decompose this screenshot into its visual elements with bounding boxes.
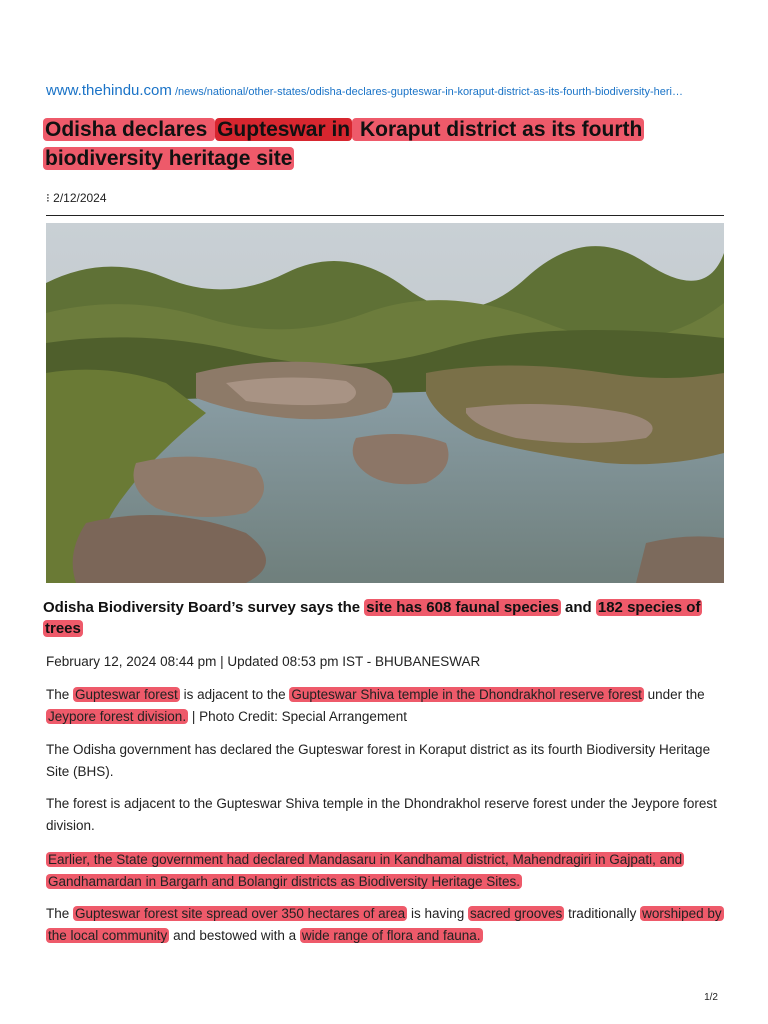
para4-text-1: The <box>46 906 74 921</box>
title-highlight-dark: Gupteswar in <box>217 118 351 141</box>
paragraph-1: The Odisha government has declared the Gupteswar forest in Koraput district as its fourth Biodiversity Heritage Site (BHS). <box>46 742 711 779</box>
caption-highlight-1: Gupteswar forest <box>75 687 178 702</box>
caption-highlight-3: Jeypore forest division. <box>48 709 187 724</box>
header-divider <box>46 215 724 216</box>
caption-text-1: The <box>46 687 74 702</box>
para4-highlight-3: worshiped by the local community <box>48 906 722 943</box>
photo-caption <box>46 684 726 728</box>
title-highlight-1: Odisha declares <box>45 118 214 141</box>
title-highlight-2: Koraput district as its fourth biodiversity heritage site <box>45 118 643 170</box>
paragraph-2: The forest is adjacent to the Gupteswar Shiva temple in the Dhondrakhol reserve forest under the Jeypore forest division. <box>46 796 717 833</box>
para4-text-3: traditionally <box>564 906 641 921</box>
article-photo <box>46 223 724 583</box>
para4-text-4: and bestowed with a <box>169 928 300 943</box>
article-title <box>43 115 723 173</box>
paragraph-4 <box>46 903 726 947</box>
url-host[interactable]: www.thehindu.com <box>46 82 172 99</box>
subtitle-highlight-1: site has 608 faunal species <box>366 599 559 616</box>
subtitle-text-2: and <box>560 599 596 616</box>
paragraph-3-highlight: Earlier, the State government had declared Mandasaru in Kandhamal district, Mahendragiri in Gajpati, and Gandhamardan in Bargarh and Bolangir districts as Biodiversity Heritage Sites. <box>48 852 683 889</box>
para4-highlight-2: sacred grooves <box>470 906 563 921</box>
print-date: ⁝ 2/12/2024 <box>46 191 107 205</box>
para4-text-2: is having <box>407 906 468 921</box>
page-number: 1/2 <box>704 992 718 1003</box>
article-meta: February 12, 2024 08:44 pm | Updated 08:53 pm IST - BHUBANESWAR <box>46 654 481 669</box>
paragraph-3 <box>46 849 726 893</box>
caption-text-3: under the <box>643 687 705 702</box>
subtitle-highlight-2: 182 species of trees <box>45 599 701 637</box>
caption-text-4: | Photo Credit: Special Arrangement <box>188 709 407 724</box>
river-landscape-image <box>46 223 724 583</box>
para4-highlight-4: wide range of flora and fauna. <box>301 928 481 943</box>
caption-highlight-2: Gupteswar Shiva temple in the Dhondrakhol reserve forest <box>291 687 642 702</box>
caption-text-2: is adjacent to the <box>179 687 290 702</box>
source-url[interactable] <box>46 82 726 100</box>
url-path[interactable]: /news/national/other-states/odisha-declares-gupteswar-in-koraput-district-as-its-fourth-biodiversity-heri… <box>171 86 683 98</box>
subtitle-text-1: Odisha Biodiversity Board’s survey says the <box>43 599 365 616</box>
article-subtitle <box>43 597 723 639</box>
para4-highlight-1: Gupteswar forest site spread over 350 hectares of area <box>75 906 406 921</box>
